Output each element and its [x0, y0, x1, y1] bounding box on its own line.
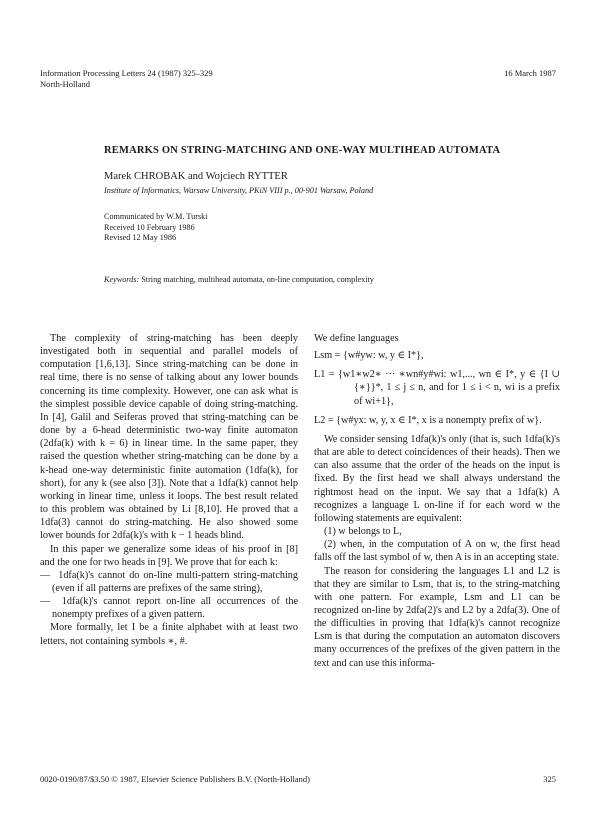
journal-citation: Information Processing Letters 24 (1987) 325–329	[40, 68, 213, 78]
copyright-line: 0020-0190/87/$3.50 © 1987, Elsevier Science Publishers B.V. (North-Holland)	[40, 774, 311, 784]
dash: —	[40, 596, 51, 608]
paragraph: The complexity of string-matching has been deeply investigated both in sequential and parallel models of computation [1,6,13]. Since string-matching can be done in real time, there is no sense of talking about any lower bounds concerning its time complexity. However, one can ask what is the simplest possible device capable of doing string-matching. In [4], Galil and Seiferas proved that string-matching can be done by a 6-head deterministic two-way finite automaton (2dfa(k) with k = 6) in linear time. In the same paper, they raised the question whether string-matching can be done by a k-head one-way deterministic finite automation (1dfa(k), for short), for any k (see also [3]). Note that a 1dfa(k) cannot help working in linear time, unless it loops. The best result related to this problem was obtained by Li [8,10]. He proved that a 1dfa(3) cannot do string-matching. He also showed some lower bounds for 2dfa(k)'s with k − 1 heads blind.	[40, 333, 298, 542]
list-item-text: 1dfa(k)'s cannot report on-line all occurrences of the nonempty prefixes of a given pattern.	[52, 596, 299, 621]
affiliation: Institute of Informatics, Warsaw University, PKiN VIII p., 00-901 Warsaw, Poland	[104, 186, 374, 195]
statement-2: (2) when, in the computation of A on w, the first head falls off the last symbol of w, then A is in an accepting state.	[314, 539, 560, 564]
left-column	[40, 332, 298, 648]
paragraph: More formally, let I be a finite alphabet with at least two letters, not containing symbols ∗, #.	[40, 622, 298, 647]
keywords-label: Keywords:	[104, 275, 140, 284]
article-title: REMARKS ON STRING-MATCHING AND ONE-WAY MULTIHEAD AUTOMATA	[104, 145, 501, 156]
running-header	[40, 68, 213, 90]
revised-date: Revised 12 May 1986	[104, 233, 177, 242]
editorial-history	[104, 212, 208, 244]
list-item	[40, 569, 298, 595]
equation-l2: L2 = {w#yx: w, y, x ∈ I*, x is a nonempty prefix of w}.	[314, 414, 542, 426]
page-number: 325	[543, 774, 556, 784]
equation-l1: L1 = {w1∗w2∗ ··· ∗wn#y#wi: w1,..., wn ∈ I*, y ∈ {I ∪ {∗}}*, 1 ≤ j ≤ n, and for 1 ≤ i < n, wi is a prefix of wi+1},	[314, 369, 560, 407]
list-item	[40, 595, 298, 621]
right-column	[314, 332, 560, 670]
issue-date: 16 March 1987	[504, 68, 556, 78]
paragraph: We define languages	[314, 333, 399, 344]
keywords-list: String matching, multihead automata, on-line computation, complexity	[141, 275, 374, 284]
received-date: Received 10 February 1986	[104, 222, 195, 232]
communicated-by: Communicated by W.M. Turski	[104, 212, 208, 221]
list-item-text: 1dfa(k)'s cannot do on-line multi-pattern string-matching (even if all patterns are prefixes of the same string),	[52, 569, 298, 594]
keywords	[104, 275, 374, 286]
publisher: North-Holland	[40, 79, 91, 89]
paragraph: The reason for considering the languages L1 and L2 is that they are similar to Lsm, that is, to the string-matching with one pattern. For example, Lsm and L1 can be recognized on-line by 2dfa(2)'s and L2 by a 2dfa(3). One of the difficulties in proving that 1dfa(k)'s cannot recognize Lsm is that during the computation an automaton discovers many occurrences of the prefixes of the given pattern in the text and can use this informa-	[314, 565, 560, 669]
statement-1: (1) w belongs to L,	[324, 526, 402, 538]
dash: —	[40, 569, 51, 581]
equation-lsm: Lsm = {w#yw: w, y ∈ I*},	[314, 350, 424, 362]
paragraph: We consider sensing 1dfa(k)'s only (that is, such 1dfa(k)'s that are able to detect coincidences of their heads). Then we can also assume that the order of the heads on the input is fixed. By the first head we shall always understand the rightmost head on the input. We say that a 1dfa(k) A recognizes a language L on-line if for each word w the following statements are equivalent:	[314, 433, 560, 524]
paragraph: In this paper we generalize some ideas of his proof in [8] and the one for two heads in [9]. We prove that for each k:	[40, 543, 298, 568]
authors: Marek CHROBAK and Wojciech RYTTER	[104, 171, 288, 182]
